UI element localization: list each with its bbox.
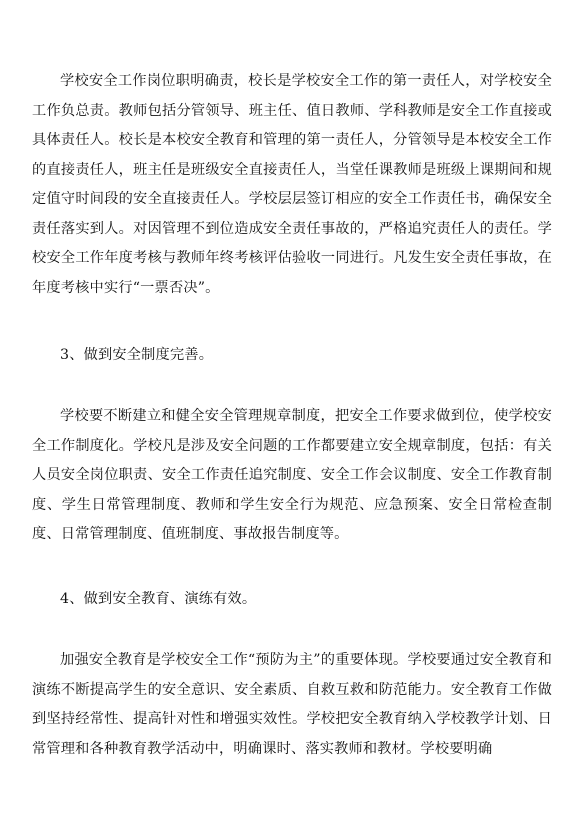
section-heading-3: 3、做到安全制度完善。 [60, 347, 214, 363]
paragraph-responsibility: 学校安全工作岗位职明确责，校长是学校安全工作的第一责任人，对学校安全工作负总责。教师包括分管领导、班主任、值日教师、学科教师是安全工作直接或具体责任人。校长是本校安全教育和管理的第一责任人，分管领导是本校安全工作的直接责任人，班主任是班级安全直接责任人，当堂任课教师是班级上课期间和规定值守时间段的安全直接责任人。学校层层签订相应的安全工作责任书，确保安全责任落实到人。对因管理不到位造成安全责任事故的，严格追究责任人的责任。学校安全工作年度考核与教师年终考核评估验收一同进行。凡发生安全责任事故，在年度考核中实行“一票否决”。 [32, 73, 552, 296]
section-heading-4: 4、做到安全教育、演练有效。 [60, 591, 257, 607]
paragraph-safety-education: 加强安全教育是学校安全工作“预防为主”的重要体现。学校要通过安全教育和演练不断提高学生的安全意识、安全素质、自救互救和防范能力。安全教育工作做到坚持经常性、提高针对性和增强实效性。学校把安全教育纳入学校教学计划、日常管理和各种教育教学活动中，明确课时、落实教师和教材。学校要明确 [32, 652, 552, 757]
paragraph-safety-system: 学校要不断建立和健全安全管理规章制度，把安全工作要求做到位，使学校安全工作制度化。学校凡是涉及安全问题的工作都要建立安全规章制度，包括：有关人员安全岗位职责、安全工作责任追究制度、安全工作会议制度、安全工作教育制度、学生日常管理制度、教师和学生安全行为规范、应急预案、安全日常检查制度、日常管理制度、值班制度、事故报告制度等。 [32, 408, 552, 542]
